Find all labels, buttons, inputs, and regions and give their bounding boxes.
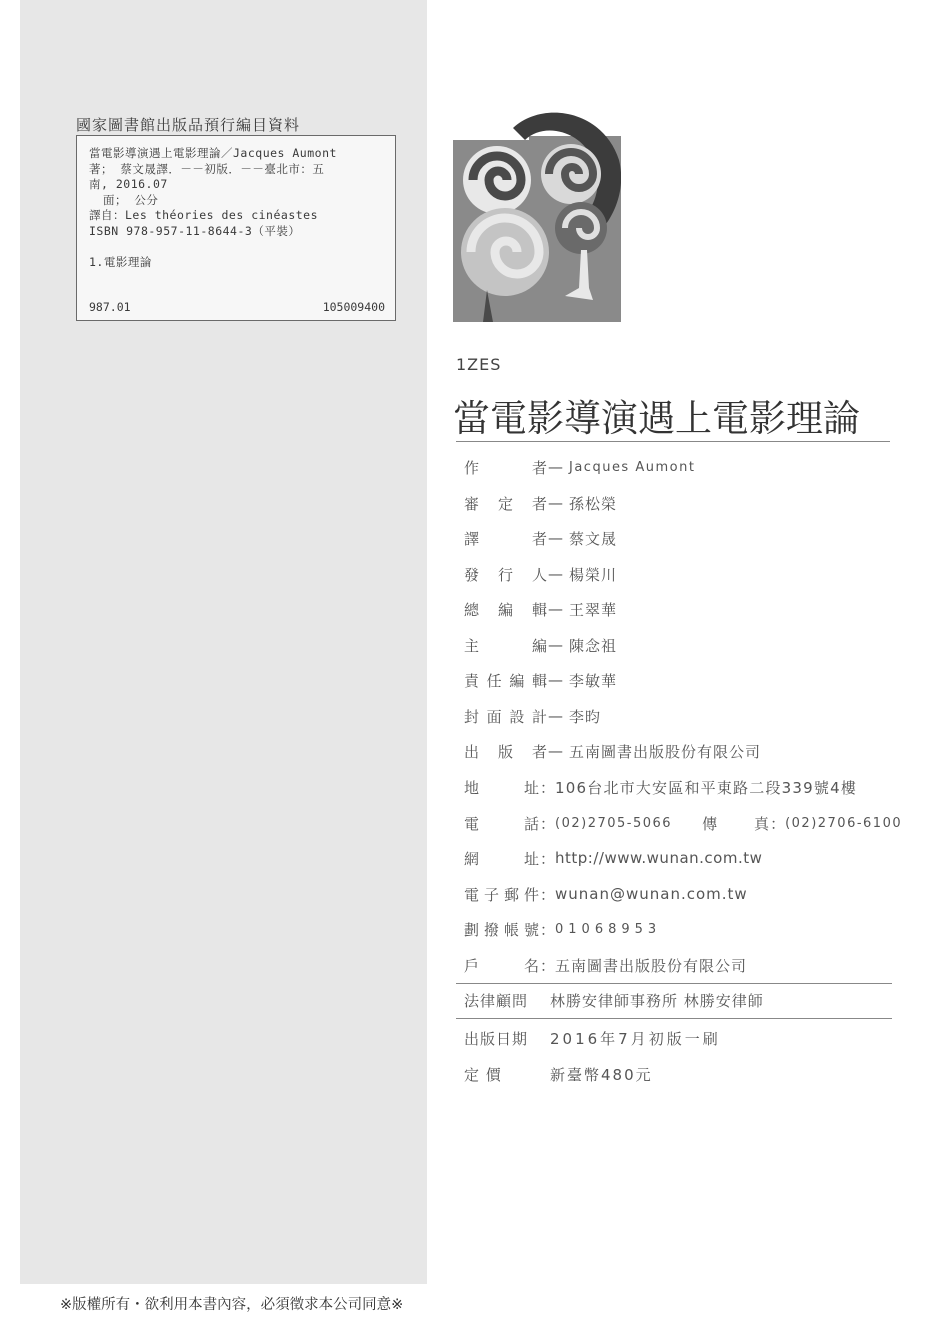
- credit-value: 陳念祖: [569, 636, 618, 655]
- colon: ：: [770, 814, 786, 833]
- credit-row-responsible-editor: [464, 668, 617, 692]
- cip-line: ISBN 978-957-11-8644-3（平裝）: [89, 223, 301, 238]
- divider: [456, 983, 892, 984]
- phone-value: (02)2705-5066: [555, 815, 673, 831]
- dash: —: [548, 529, 563, 547]
- credit-label: 封面設計: [464, 707, 548, 726]
- divider: [456, 1018, 892, 1019]
- credit-value: 李昀: [569, 707, 602, 726]
- price-row: [464, 1062, 653, 1086]
- phone-fax-row: [464, 811, 902, 835]
- credit-row-issuer: [464, 562, 617, 586]
- credit-label: 總編輯: [464, 600, 548, 619]
- website-value[interactable]: http://www.wunan.com.tw: [555, 849, 763, 867]
- cip-line: 南, 2016.07: [89, 177, 168, 191]
- cip-footer: [89, 300, 385, 316]
- cip-record-box: [76, 135, 396, 321]
- credit-label: 作 者: [464, 458, 548, 477]
- colon: ：: [540, 920, 556, 939]
- credit-value: 孫松榮: [569, 494, 618, 513]
- legal-label: 法律顧問: [464, 991, 529, 1010]
- credit-label: 主 編: [464, 636, 548, 655]
- price-label: 定 價: [464, 1065, 502, 1084]
- credit-row-translator: [464, 526, 617, 550]
- email-value[interactable]: wunan@wunan.com.tw: [555, 885, 748, 903]
- fax-value: (02)2706-6100: [785, 815, 903, 831]
- legal-row: [464, 988, 764, 1012]
- address-label: 地 址: [464, 778, 540, 797]
- credit-label: 責任編輯: [464, 671, 548, 690]
- credit-value: 楊榮川: [569, 565, 618, 584]
- credit-label: 出版者: [464, 742, 548, 761]
- cip-line: 譯自：Les théories des cinéastes: [89, 208, 319, 222]
- copyright-notice: ※版權所有・欲利用本書內容，必須徵求本公司同意※: [60, 1297, 404, 1313]
- colon: ：: [540, 885, 556, 904]
- website-label: 網 址: [464, 849, 540, 868]
- credit-row-cover-design: [464, 704, 601, 728]
- email-label: 電子郵件: [464, 885, 540, 904]
- cip-classification: 987.01: [89, 300, 131, 314]
- legal-value: 林勝安律師事務所 林勝安律師: [550, 991, 764, 1010]
- dash: —: [548, 458, 563, 476]
- credit-row-author: [464, 455, 695, 479]
- credit-row-reviewer: [464, 491, 617, 515]
- dash: —: [548, 494, 563, 512]
- dash: —: [548, 600, 563, 618]
- price-value: 新臺幣480元: [550, 1065, 653, 1084]
- cip-record-number: 105009400: [322, 300, 385, 314]
- cip-heading: 國家圖書館出版品預行編目資料: [76, 116, 301, 134]
- account-name-value: 五南圖書出版股份有限公司: [555, 956, 748, 975]
- credit-row-publisher: [464, 739, 761, 763]
- phone-label: 電 話: [464, 814, 540, 833]
- colon: ：: [540, 956, 556, 975]
- cip-line: 面； 公分: [103, 192, 159, 207]
- credit-value: 蔡文晟: [569, 529, 618, 548]
- account-name-label: 戶 名: [464, 956, 540, 975]
- credit-label: 審定者: [464, 494, 548, 513]
- account-name-row: [464, 953, 747, 977]
- address-row: [464, 775, 857, 799]
- fax-label: 傳 真: [702, 814, 771, 833]
- colon: ：: [540, 849, 556, 868]
- credit-value: 五南圖書出版股份有限公司: [569, 742, 762, 761]
- publisher-logo-icon: [453, 100, 621, 322]
- series-code: 1ZES: [456, 355, 502, 374]
- credit-label: 發行人: [464, 565, 548, 584]
- credit-value: 李敏華: [569, 671, 618, 690]
- dash: —: [548, 565, 563, 583]
- credit-row-editor: [464, 633, 617, 657]
- cip-line: 當電影導演遇上電影理論／Jacques Aumont: [89, 146, 337, 160]
- website-row: [464, 846, 762, 870]
- credit-value: Jacques Aumont: [569, 459, 696, 475]
- dash: —: [548, 742, 563, 760]
- credit-row-chief-editor: [464, 597, 617, 621]
- cip-line: 著； 蔡文晟譯．－－初版．－－臺北市：五: [89, 161, 325, 176]
- account-label: 劃撥帳號: [464, 920, 540, 939]
- email-row: [464, 882, 748, 906]
- colon: ：: [540, 814, 556, 833]
- publish-date-value: 2016年7月初版一刷: [550, 1029, 721, 1048]
- account-row: [464, 917, 661, 941]
- address-value: 106台北市大安區和平東路二段339號4樓: [555, 778, 858, 797]
- colon: ：: [540, 778, 556, 797]
- divider: [456, 441, 890, 442]
- publish-date-label: 出版日期: [464, 1029, 529, 1048]
- book-title: 當電影導演遇上電影理論: [453, 397, 860, 440]
- account-value: 01068953: [555, 921, 662, 937]
- credit-label: 譯 者: [464, 529, 548, 548]
- credit-value: 王翠華: [569, 600, 618, 619]
- cip-subject: 1.電影理論: [89, 255, 152, 269]
- dash: —: [548, 671, 563, 689]
- dash: —: [548, 636, 563, 654]
- publish-date-row: [464, 1026, 721, 1050]
- dash: —: [548, 707, 563, 725]
